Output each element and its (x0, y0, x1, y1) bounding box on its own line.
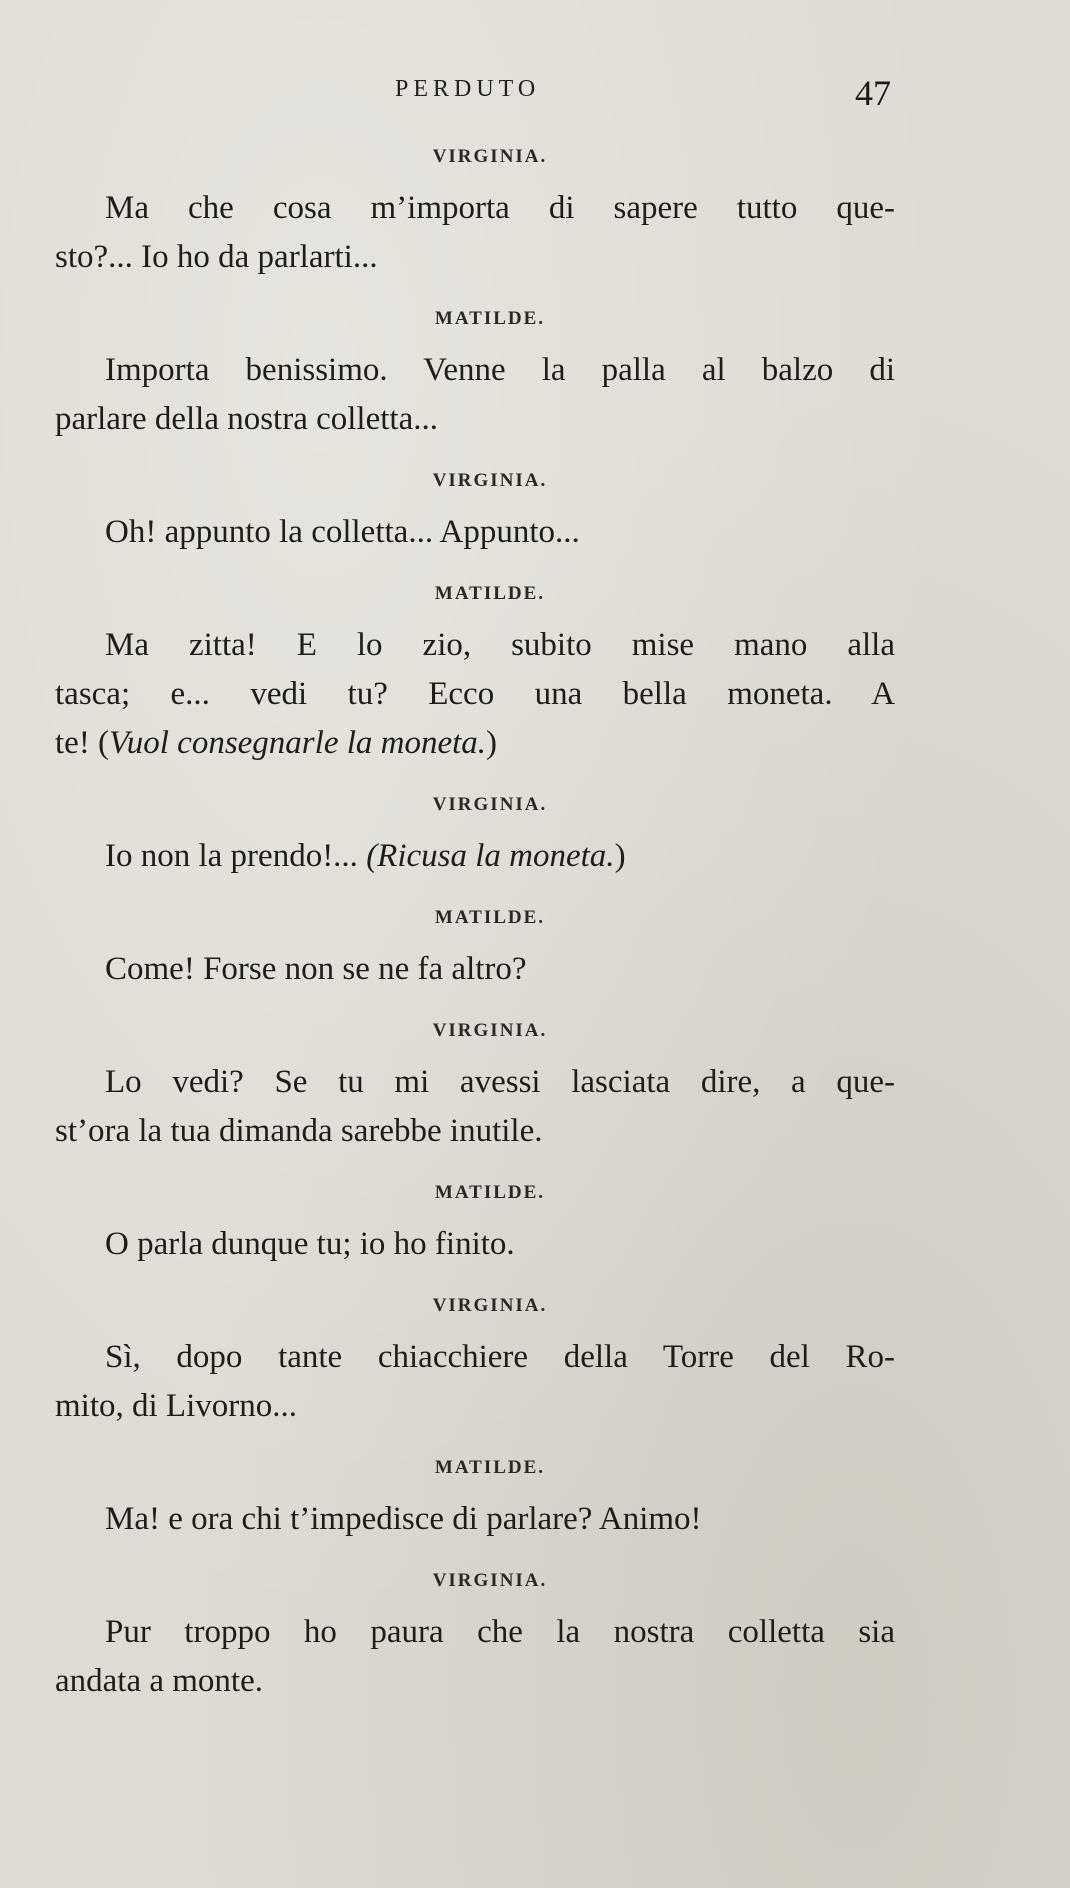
speech (55, 1058, 895, 1156)
speech-text: ) (486, 725, 498, 761)
speech-line: Importa benissimo. Venne la palla al balzo di (105, 352, 895, 388)
speech-line: tasca; e... vedi tu? Ecco una bella moneta. A (55, 676, 895, 712)
speaker-name: VIRGINIA. (432, 1570, 548, 1591)
speech (55, 508, 895, 557)
speech (55, 1333, 895, 1431)
speech (55, 832, 895, 881)
speech-line (55, 832, 895, 881)
speech (55, 346, 895, 444)
speech (55, 945, 895, 994)
page-number: 47 (855, 73, 891, 113)
speech (55, 1608, 895, 1706)
speech-line (55, 719, 895, 768)
speech-line: sto?... Io ho da parlarti... (55, 239, 378, 275)
speaker-name: MATILDE. (434, 907, 546, 928)
running-title: PERDUTO (395, 76, 541, 102)
speech-line: Ma zitta! E lo zio, subito mise mano alla (105, 627, 895, 663)
speech (55, 1495, 895, 1544)
dialogue-text (55, 138, 895, 1728)
speaker-name: VIRGINIA. (432, 1295, 548, 1316)
speech-line: st’ora la tua dimanda sarebbe inutile. (55, 1113, 543, 1149)
speaker-name: MATILDE. (434, 1457, 546, 1478)
speaker-name: MATILDE. (434, 583, 546, 604)
speaker-name: VIRGINIA. (432, 1020, 548, 1041)
speech-line: Ma! e ora chi t’impedisce di parlare? Animo! (105, 1501, 702, 1537)
speaker-name: VIRGINIA. (432, 470, 548, 491)
running-head (0, 72, 1070, 112)
speaker-name: MATILDE. (434, 1182, 546, 1203)
speech-line: mito, di Livorno... (55, 1388, 297, 1424)
speaker-name: VIRGINIA. (432, 146, 548, 167)
stage-direction: Vuol consegnarle la moneta. (109, 725, 487, 761)
speech-line: Pur troppo ho paura che la nostra colletta sia (105, 1614, 895, 1650)
speech-line: parlare della nostra colletta... (55, 401, 438, 437)
speaker-name: MATILDE. (434, 308, 546, 329)
speaker-name: VIRGINIA. (432, 794, 548, 815)
speech (55, 184, 895, 282)
speech-line: Sì, dopo tante chiacchiere della Torre del Ro- (105, 1339, 895, 1375)
speech (55, 621, 895, 768)
speech (55, 1220, 895, 1269)
speech-line: Lo vedi? Se tu mi avessi lasciata dire, a que- (105, 1064, 895, 1100)
speech-line: O parla dunque tu; io ho finito. (105, 1226, 515, 1262)
speech-line: Come! Forse non se ne fa altro? (105, 951, 527, 987)
stage-direction: (Ricusa la moneta. (366, 838, 615, 874)
speech-line: Oh! appunto la colletta... Appunto... (105, 514, 580, 550)
speech-line: andata a monte. (55, 1663, 263, 1699)
speech-text: ) (614, 838, 626, 874)
speech-text: te! ( (55, 725, 110, 761)
speech-line: Ma che cosa m’importa di sapere tutto que- (105, 190, 895, 226)
speech-text: Io non la prendo!... (105, 838, 367, 874)
